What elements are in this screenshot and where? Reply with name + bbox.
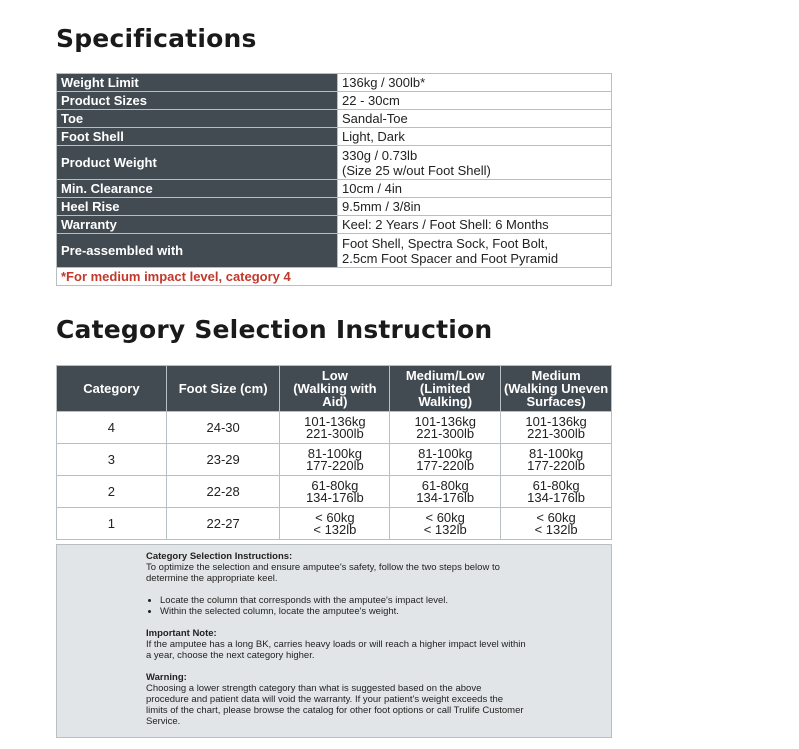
spec-label: Warranty [57, 216, 338, 234]
instructions-panel [56, 544, 612, 738]
weight-cell [280, 476, 390, 508]
category-row [57, 508, 612, 540]
specifications-table [56, 73, 612, 286]
category-row [57, 476, 612, 508]
category-header-row [57, 366, 612, 412]
category-number: 1 [57, 508, 167, 540]
weight-lb: 134-176lb [305, 489, 364, 505]
weight-kg: 81-100kg [307, 445, 362, 461]
spec-row [57, 146, 612, 180]
weight-kg: < 60kg [425, 509, 465, 525]
spec-value-line: 330g / 0.73lb [342, 147, 418, 163]
spec-row [57, 110, 612, 128]
header-line: (Walking with [293, 381, 377, 396]
weight-lb: 177-220lb [527, 457, 585, 473]
weight-kg: 61-80kg [311, 477, 359, 493]
spec-value: 136kg / 300lb* [338, 74, 612, 92]
spec-row [57, 216, 612, 234]
weight-kg: < 60kg [536, 509, 576, 525]
spec-value-line: 2.5cm Foot Spacer and Foot Pyramid [342, 250, 559, 266]
header-line: Low [321, 368, 348, 383]
spec-label: Weight Limit [57, 74, 338, 92]
weight-lb: 221-300lb [305, 425, 364, 441]
spec-row [57, 180, 612, 198]
spec-value: Sandal-Toe [338, 110, 612, 128]
specifications-heading: Specifications [56, 24, 257, 53]
weight-cell [390, 412, 501, 444]
weight-cell [501, 444, 612, 476]
spec-label: Pre-assembled with [57, 234, 338, 268]
category-row [57, 412, 612, 444]
header-foot-size: Foot Size (cm) [166, 366, 280, 412]
weight-cell [501, 476, 612, 508]
warning-heading: Warning: [146, 672, 187, 683]
spec-row [57, 92, 612, 110]
weight-cell [390, 476, 501, 508]
category-number: 4 [57, 412, 167, 444]
header-medium-low [390, 366, 501, 412]
category-number: 2 [57, 476, 167, 508]
header-low [280, 366, 390, 412]
weight-cell [280, 412, 390, 444]
instructions-intro: To optimize the selection and ensure amputee's safety, follow the two steps below to determine the appropriate keel. [146, 562, 500, 584]
weight-kg: < 60kg [315, 509, 355, 525]
weight-lb: 221-300lb [527, 425, 585, 441]
weight-lb: 221-300lb [416, 425, 475, 441]
important-note-text: If the amputee has a long BK, carries heavy loads or will reach a higher impact level within a year, choose the next category higher. [146, 639, 526, 661]
spec-value: Keel: 2 Years / Foot Shell: 6 Months [338, 216, 612, 234]
category-number: 3 [57, 444, 167, 476]
header-line: Medium/Low [405, 368, 485, 383]
weight-cell [501, 508, 612, 540]
header-line: Surfaces) [526, 394, 586, 409]
foot-size: 23-29 [166, 444, 280, 476]
spec-label: Foot Shell [57, 128, 338, 146]
spec-value-line: (Size 25 w/out Foot Shell) [342, 162, 491, 178]
category-row [57, 444, 612, 476]
weight-cell [280, 444, 390, 476]
spec-note-row [57, 268, 612, 286]
weight-kg: 101-136kg [525, 413, 587, 429]
weight-lb: 134-176lb [416, 489, 475, 505]
spec-value-line: Foot Shell, Spectra Sock, Foot Bolt, [342, 235, 548, 251]
category-heading: Category Selection Instruction [56, 315, 493, 344]
spec-label: Product Sizes [57, 92, 338, 110]
weight-lb: 134-176lb [527, 489, 585, 505]
header-category: Category [57, 366, 167, 412]
weight-kg: 81-100kg [418, 445, 473, 461]
header-line: (Walking Uneven [503, 381, 609, 396]
foot-size: 22-27 [166, 508, 280, 540]
weight-kg: 61-80kg [421, 477, 469, 493]
weight-lb: 177-220lb [305, 457, 364, 473]
header-line: (Limited Walking) [418, 381, 473, 409]
spec-value: 10cm / 4in [338, 180, 612, 198]
weight-kg: 61-80kg [532, 477, 580, 493]
spec-value [338, 146, 612, 180]
weight-lb: < 132lb [313, 521, 357, 537]
weight-kg: 101-136kg [414, 413, 476, 429]
weight-cell [390, 444, 501, 476]
warning-text: Choosing a lower strength category than what is suggested based on the above procedure and patient data will void the warranty. If your patient's weight exceeds the limits of the chart, please browse the catalog for other foot options or call Trulife Customer Service. [146, 683, 524, 727]
weight-lb: 177-220lb [416, 457, 475, 473]
weight-lb: < 132lb [423, 521, 467, 537]
weight-kg: 81-100kg [528, 445, 584, 461]
instructions-heading: Category Selection Instructions: [146, 551, 293, 562]
category-table [56, 365, 612, 540]
spec-value: 22 - 30cm [338, 92, 612, 110]
header-line: Aid) [322, 394, 348, 409]
weight-lb: < 132lb [534, 521, 578, 537]
header-line: Medium [531, 368, 581, 383]
instructions-body [146, 551, 526, 727]
weight-cell [390, 508, 501, 540]
spec-label: Heel Rise [57, 198, 338, 216]
weight-kg: 101-136kg [304, 413, 366, 429]
weight-cell [501, 412, 612, 444]
instructions-step: • Locate the column that corresponds with the amputee's impact level. [160, 595, 526, 606]
spec-row [57, 74, 612, 92]
spec-row [57, 128, 612, 146]
instructions-step: • Within the selected column, locate the amputee's weight. [160, 606, 526, 617]
important-note-heading: Important Note: [146, 628, 217, 639]
spec-label: Toe [57, 110, 338, 128]
header-medium [501, 366, 612, 412]
spec-label: Min. Clearance [57, 180, 338, 198]
instructions-steps [146, 595, 526, 617]
spec-row [57, 234, 612, 268]
spec-value: 9.5mm / 3/8in [338, 198, 612, 216]
spec-value [338, 234, 612, 268]
foot-size: 24-30 [166, 412, 280, 444]
weight-cell [280, 508, 390, 540]
spec-row [57, 198, 612, 216]
foot-size: 22-28 [166, 476, 280, 508]
spec-label: Product Weight [57, 146, 338, 180]
spec-value: Light, Dark [338, 128, 612, 146]
spec-footnote: *For medium impact level, category 4 [57, 268, 612, 286]
